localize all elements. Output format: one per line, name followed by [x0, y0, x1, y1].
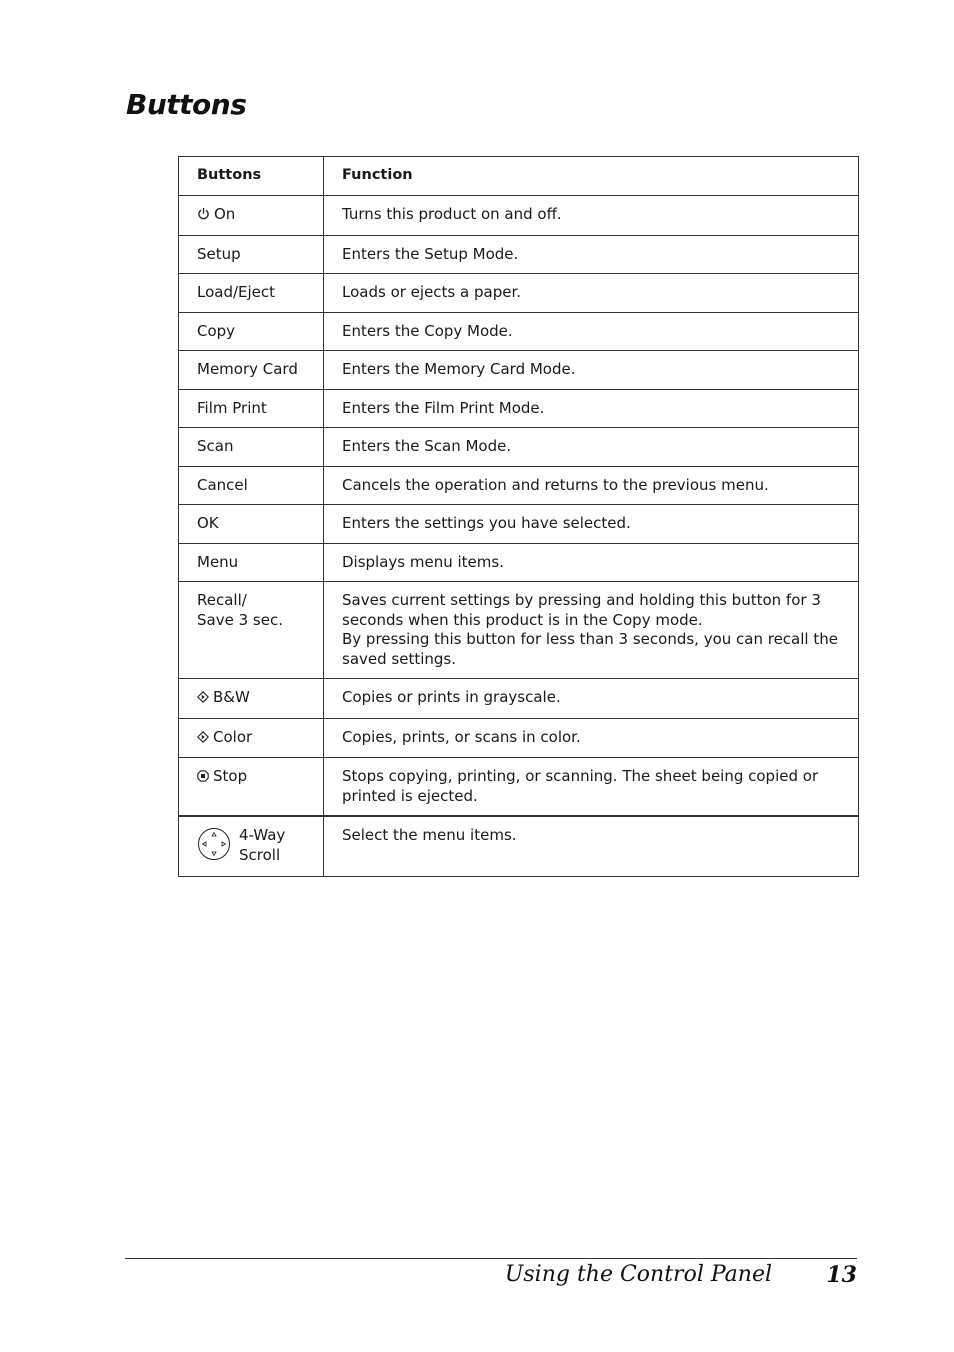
- function-text-line: Copies or prints in grayscale.: [342, 688, 561, 706]
- button-name-line: Save 3 sec.: [197, 610, 283, 629]
- function-cell: [324, 235, 859, 274]
- footer-section-title: Using the Control Panel: [504, 1262, 772, 1287]
- function-cell: [324, 389, 859, 428]
- table-row: [179, 274, 859, 313]
- table-row: [179, 582, 859, 679]
- button-name-line: Scroll: [239, 845, 281, 864]
- button-name-cell: [179, 235, 324, 274]
- button-name-cell: [179, 274, 324, 313]
- table-row: [179, 389, 859, 428]
- function-text-line: Loads or ejects a paper.: [342, 283, 521, 301]
- function-cell: [324, 543, 859, 582]
- button-name-line: Memory Card: [197, 360, 298, 378]
- function-text-line: printed is ejected.: [342, 786, 478, 805]
- function-text-line: Enters the Film Print Mode.: [342, 398, 545, 417]
- table-row: [179, 428, 859, 467]
- button-name-line: 4-Way: [239, 826, 286, 844]
- function-cell: [324, 718, 859, 758]
- button-name-line: [197, 688, 309, 709]
- table-body: [179, 196, 859, 877]
- button-name-cell: [179, 312, 324, 351]
- button-name-cell: [179, 389, 324, 428]
- button-name-cell: [179, 196, 324, 236]
- button-name-line: Scan: [197, 437, 234, 455]
- function-cell: [324, 351, 859, 390]
- buttons-table: [178, 156, 859, 877]
- button-name-line: [197, 767, 309, 788]
- table-row: [179, 196, 859, 236]
- table-row: [179, 543, 859, 582]
- function-cell: [324, 582, 859, 679]
- function-text-line: Enters the Memory Card Mode.: [342, 360, 576, 378]
- button-name-cell: [179, 505, 324, 544]
- function-text-line: Select the menu items.: [342, 826, 517, 844]
- button-name-line: Film Print: [197, 398, 267, 417]
- function-cell: [324, 758, 859, 817]
- four-way-scroll-icon: [197, 826, 239, 867]
- button-label: B&W: [213, 688, 250, 706]
- table-row: [179, 351, 859, 390]
- button-label: On: [214, 205, 236, 223]
- button-name-cell: [179, 758, 324, 817]
- header-buttons: Buttons: [179, 157, 324, 196]
- function-text-line: Displays menu items.: [342, 552, 504, 571]
- button-name-line: Cancel: [197, 475, 248, 494]
- button-label: Color: [213, 727, 253, 746]
- function-cell: [324, 816, 859, 876]
- button-label: Stop: [213, 767, 248, 785]
- start-diamond-icon: [197, 689, 209, 709]
- function-text-line: saved settings.: [342, 649, 456, 668]
- button-name-line: [197, 728, 309, 749]
- button-name-cell: [179, 816, 324, 876]
- button-name-line: Setup: [197, 244, 241, 263]
- start-diamond-icon: [197, 729, 209, 749]
- function-text-line: Enters the Setup Mode.: [342, 244, 519, 263]
- button-name-line: [197, 205, 309, 226]
- button-name-cell: [179, 466, 324, 505]
- button-name-line: Menu: [197, 552, 239, 571]
- function-cell: [324, 274, 859, 313]
- function-cell: [324, 466, 859, 505]
- function-cell: [324, 505, 859, 544]
- function-text-line: Turns this product on and off.: [342, 205, 562, 223]
- function-text-line: Enters the Copy Mode.: [342, 321, 513, 340]
- table-row: [179, 816, 859, 876]
- table-row: [179, 312, 859, 351]
- function-cell: [324, 312, 859, 351]
- button-name-cell: [179, 351, 324, 390]
- page-heading: Buttons: [126, 88, 247, 121]
- button-name-line: OK: [197, 514, 219, 532]
- footer-rule: [125, 1258, 857, 1259]
- table-row: [179, 505, 859, 544]
- function-cell: [324, 428, 859, 467]
- button-name-cell: [179, 543, 324, 582]
- function-text-line: Enters the settings you have selected.: [342, 514, 631, 532]
- button-name-line: Load/Eject: [197, 283, 276, 301]
- button-name-cell: [179, 718, 324, 758]
- header-function: Function: [324, 157, 859, 196]
- table-header-row: [179, 157, 859, 196]
- table-row: [179, 466, 859, 505]
- table-row: [179, 235, 859, 274]
- power-icon: [197, 206, 210, 226]
- button-name-cell: [179, 428, 324, 467]
- table-row: [179, 718, 859, 758]
- button-name-line: Copy: [197, 321, 236, 340]
- function-text-line: seconds when this product is in the Copy mode.: [342, 610, 703, 629]
- stop-icon: [197, 768, 209, 788]
- function-cell: [324, 196, 859, 236]
- function-text-line: Saves current settings by pressing and holding this button for 3: [342, 591, 821, 609]
- function-cell: [324, 679, 859, 719]
- table-row: [179, 679, 859, 719]
- button-name-cell: [179, 582, 324, 679]
- button-name-cell: [179, 679, 324, 719]
- function-text-line: By pressing this button for less than 3 seconds, you can recall the: [342, 630, 838, 648]
- table-row: [179, 758, 859, 817]
- function-text-line: Cancels the operation and returns to the previous menu.: [342, 475, 769, 494]
- button-name-line: Recall/: [197, 591, 247, 609]
- function-text-line: Copies, prints, or scans in color.: [342, 727, 581, 746]
- function-text-line: Stops copying, printing, or scanning. The sheet being copied or: [342, 767, 819, 785]
- footer-page-number: 13: [826, 1262, 857, 1288]
- function-text-line: Enters the Scan Mode.: [342, 437, 512, 455]
